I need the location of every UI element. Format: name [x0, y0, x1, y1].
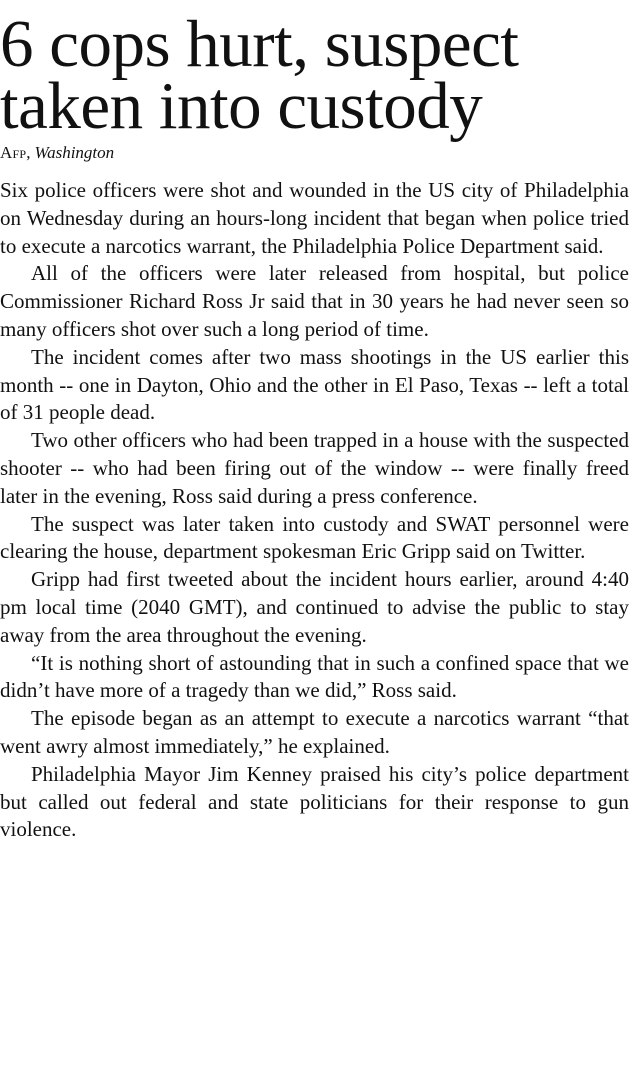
article-paragraph-6: Gripp had first tweeted about the incident hours earlier, around 4:40 pm local time (2040 GMT), and continued to advise the public to stay away from the area throughout the evening. [0, 567, 629, 647]
headline-line-1: 6 cops hurt, suspect [0, 7, 519, 81]
news-agency: Afp [0, 143, 27, 163]
byline-separator: , [26, 143, 31, 163]
article-paragraph-5: The suspect was later taken into custody and SWAT personnel were clearing the house, department spokesman Eric Gripp said on Twitter. [0, 511, 629, 564]
article-paragraph-3: The incident comes after two mass shootings in the US earlier this month -- one in Dayton, Ohio and the other in El Paso, Texas -- left a total of 31 people dead. [0, 344, 629, 425]
article-paragraph-8: The episode began as an attempt to execute a narcotics warrant “that went awry almost immediately,” he explained. [0, 706, 629, 759]
article-paragraph-1: Six police officers were shot and wounded in the US city of Philadelphia on Wednesday during an hours-long incident that began when police tried to execute a narcotics warrant, the Philadelphia Police Department said. [0, 178, 629, 258]
article-paragraph-2: All of the officers were later released from hospital, but police Commissioner Richard Ross Jr said that in 30 years he had never seen so many officers shot over such a long period of time. [0, 261, 629, 342]
article-paragraph-9: Philadelphia Mayor Jim Kenney praised his city’s police department but called out federal and state politicians for their response to gun violence. [0, 761, 629, 842]
dateline-location: Washington [34, 143, 115, 163]
article-body [0, 177, 629, 844]
headline [0, 7, 629, 143]
headline-line-2: taken into custody [0, 68, 483, 143]
byline [0, 144, 629, 162]
article-paragraph-4: Two other officers who had been trapped in a house with the suspected shooter -- who had been firing out of the window -- were finally freed later in the evening, Ross said during a press conference. [0, 428, 629, 508]
article-paragraph-7: “It is nothing short of astounding that in such a confined space that we didn’t have more of a tragedy than we did,” Ross said. [0, 650, 629, 703]
